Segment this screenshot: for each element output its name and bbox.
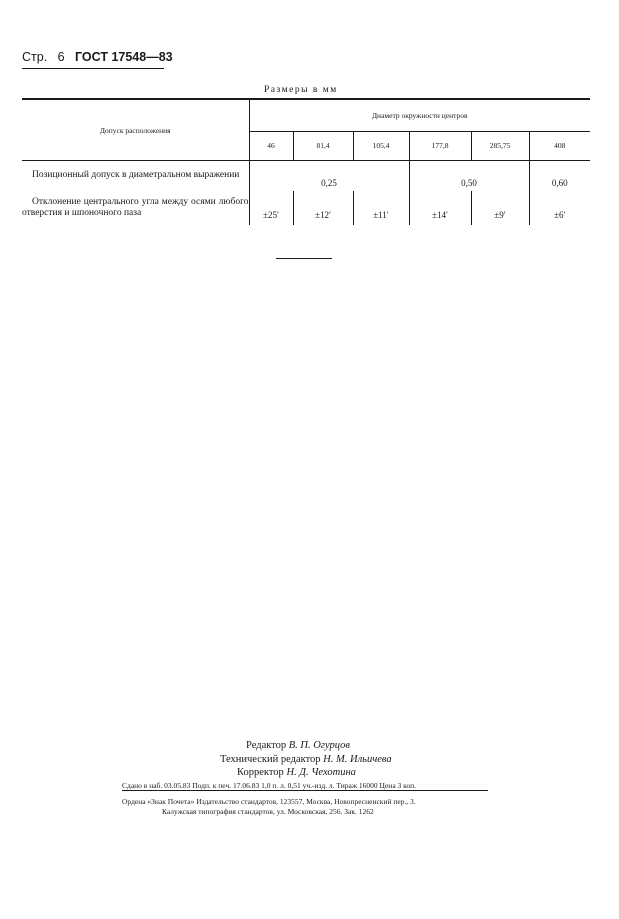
- table-cell: 0,25: [249, 160, 409, 191]
- group-header-cell: [249, 99, 590, 131]
- corrector-name: Н. Д. Чехотина: [286, 767, 356, 778]
- imprint-line-2: Ордена «Знак Почета» Издательство стандартов, 123557, Москва, Новопресненский пер., 3.: [122, 797, 416, 806]
- table-cell: 0,50: [409, 160, 529, 191]
- column-header: 46: [249, 131, 293, 160]
- table-caption: Размеры в мм: [264, 85, 338, 95]
- page-label: Стр.: [22, 50, 48, 64]
- row-label: Отклонение центрального угла между осями любого отверстия и шпоночного паза: [22, 197, 249, 218]
- tech-editor-role: Технический редактор: [220, 754, 321, 765]
- tech-editor-name: Н. М. Ильичева: [323, 754, 392, 765]
- table-cell: ±12′: [293, 191, 353, 225]
- imprint-line-3: Калужская типография стандартов, ул. Московская, 256. Зак. 1262: [162, 807, 374, 816]
- standard-number: ГОСТ 17548—83: [74, 50, 173, 64]
- table-cell: ±6′: [529, 191, 590, 225]
- imprint-rule: [122, 790, 488, 791]
- corrector-role: Корректор: [237, 767, 284, 778]
- table-cell: ±11′: [353, 191, 409, 225]
- table-cell: ±14′: [409, 191, 471, 225]
- group-header: Диаметр окружности центров: [371, 111, 468, 121]
- column-header: 81,4: [293, 131, 353, 160]
- row-header-cell: [22, 99, 249, 160]
- page-header: [22, 50, 173, 64]
- table-cell: ±9′: [471, 191, 529, 225]
- column-header: 177,8: [409, 131, 471, 160]
- row-header: Допуск расположения: [99, 125, 171, 135]
- tech-editor-credit: [220, 754, 392, 765]
- page-number: 6: [57, 50, 65, 64]
- column-header: 285,75: [471, 131, 529, 160]
- editor-name: В. П. Огурцов: [288, 740, 350, 751]
- corrector-credit: [237, 767, 356, 778]
- table-cell: 0,60: [529, 160, 590, 191]
- editor-credit: [246, 740, 350, 751]
- tolerance-table: [22, 98, 590, 225]
- table-cell: ±25′: [249, 191, 293, 225]
- imprint-line-1: Сдано в наб. 03.05.83 Подп. к печ. 17.06.83 1,0 п. л. 0,51 уч.-изд. л. Тираж 16000 Цена 3 коп.: [122, 781, 417, 790]
- header-rule: [22, 68, 164, 69]
- column-header: 105,4: [353, 131, 409, 160]
- row-label: Позиционный допуск в диаметральном выражении: [32, 170, 240, 181]
- editor-role: Редактор: [246, 740, 287, 751]
- section-separator: [276, 258, 332, 259]
- column-header: 408: [529, 131, 590, 160]
